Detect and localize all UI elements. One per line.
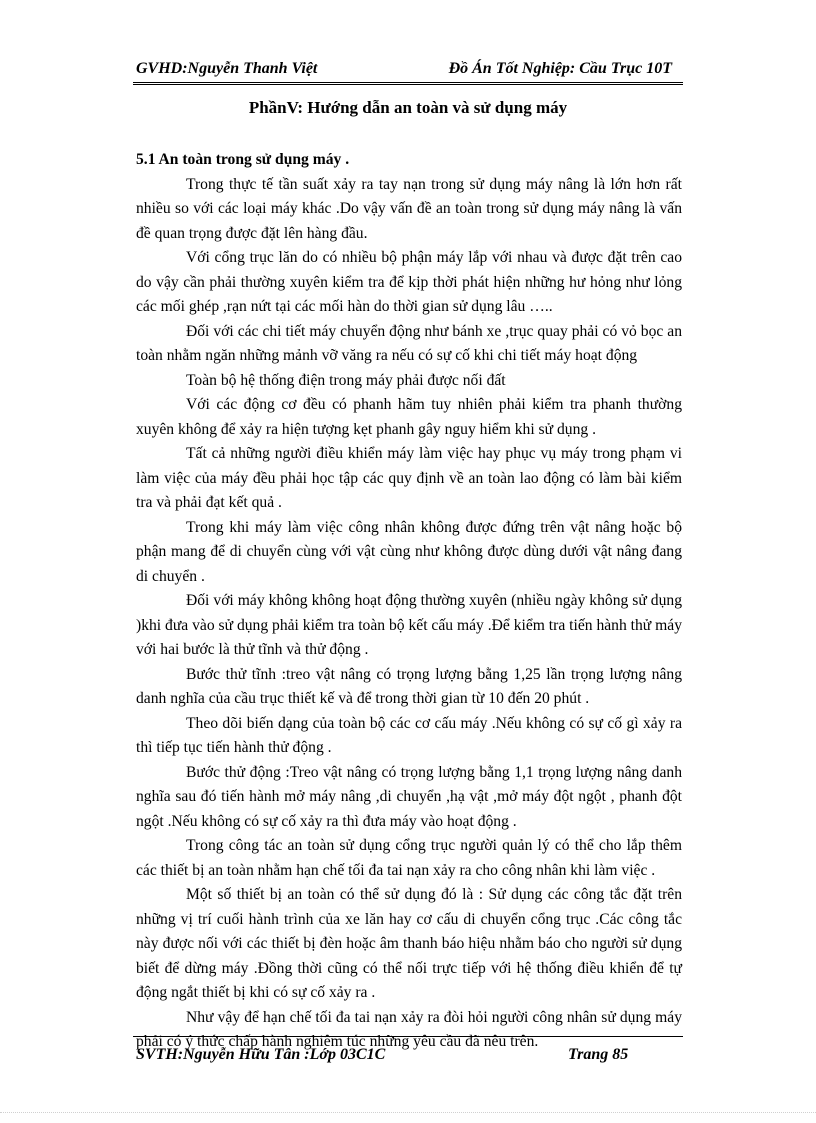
paragraph: Trong khi máy làm việc công nhân không được đứng trên vật nâng hoặc bộ phận mang để di chuyển cùng với vật cùng như không được dùng dưới vật nâng đang di chuyển .: [136, 518, 682, 585]
footer-rule: [133, 1036, 683, 1037]
paragraph: Toàn bộ hệ thống điện trong máy phải được nối đất: [186, 371, 506, 389]
header-thesis-title: Đồ Án Tốt Nghiệp: Cầu Trục 10T: [448, 60, 672, 77]
paragraph: Đối với các chi tiết máy chuyển động như bánh xe ,trục quay phải có vỏ bọc an toàn nhằm ngăn những mảnh vỡ văng ra nếu có sự cố khi chi tiết máy hoạt động: [136, 322, 682, 364]
page-title: PhầnV: Hướng dẫn an toàn và sử dụng máy: [248, 98, 568, 117]
header-advisor: GVHD:Nguyễn Thanh Việt: [136, 60, 318, 77]
paragraph: Đối với máy không không hoạt động thường xuyên (nhiều ngày không sử dụng )khi đưa vào sử dụng phải kiểm tra toàn bộ kết cấu máy .Để kiểm tra tiến hành thử máy với hai bước là thử tĩnh và thử động .: [136, 592, 682, 658]
section-heading: 5.1 An toàn trong sử dụng máy .: [136, 151, 350, 168]
document-body: [136, 148, 682, 1055]
paragraph: Theo dõi biến dạng của toàn bộ các cơ cấu máy .Nếu không có sự cố gì xảy ra thì tiếp tục tiến hành thử động .: [136, 714, 682, 756]
page-footer: [136, 1046, 680, 1068]
page-edge-divider: [0, 1112, 816, 1113]
paragraph: Như vậy để hạn chế tối đa tai nạn xảy ra đòi hỏi người công nhân sử dụng máy phải có ý thức chấp hành nghiêm túc những yêu cầu đã nêu trên.: [136, 1008, 682, 1050]
page-number: Trang 85: [568, 1046, 629, 1063]
paragraph: Bước thử tĩnh :treo vật nâng có trọng lượng bằng 1,25 lần trọng lượng nâng danh nghĩa của cầu trục thiết kế và để trong thời gian từ 10 đến 20 phút .: [136, 665, 682, 707]
paragraph: Trong thực tế tần suất xảy ra tay nạn trong sử dụng máy nâng là lớn hơn rất nhiều so với các loại máy khác .Do vậy vấn đề an toàn trong sử dụng máy nâng là vấn đề quan trọng được đặt lên hàng đầu.: [136, 175, 682, 242]
paragraph: Bước thử động :Treo vật nâng có trọng lượng bằng 1,1 trọng lượng nâng danh nghĩa sau đó tiến hành mở máy nâng ,di chuyển ,hạ vật ,mở máy đột ngột , phanh đột ngột .Nếu không có sự cố xảy ra thì đưa máy vào hoạt động .: [136, 763, 682, 830]
paragraph: Một số thiết bị an toàn có thể sử dụng đó là : Sử dụng các công tắc đặt trên những vị trí cuối hành trình của xe lăn hay cơ cấu di chuyển cổng trục .Các công tắc này được nối với các thiết bị đèn hoặc âm thanh báo hiệu nhằm báo cho người sử dụng biết để dừng máy .Đồng thời cũng có thể nối trực tiếp với hệ thống điều khiển để tự động ngắt thiết bị khi có sự cố xảy ra .: [136, 886, 682, 1001]
paragraph: Trong công tác an toàn sử dụng cổng trục người quản lý có thể cho lắp thêm các thiết bị an toàn nhằm hạn chế tối đa tai nạn xảy ra cho công nhân khi làm việc .: [136, 837, 682, 879]
paragraph: Tất cả những người điều khiển máy làm việc hay phục vụ máy trong phạm vi làm việc của máy đều phải học tập các quy định về an toàn lao động có làm bài kiểm tra và phải đạt kết quả .: [136, 445, 682, 511]
paragraph: Với cổng trục lăn do có nhiều bộ phận máy lắp với nhau và được đặt trên cao do vậy cần phải thường xuyên kiểm tra để kịp thời phát hiện những hư hỏng như lỏng các mối ghép ,rạn nứt tại các mối hàn do thời gian sử dụng lâu …..: [136, 249, 682, 315]
page-header: [136, 60, 680, 82]
header-rule: [133, 82, 683, 85]
paragraph: Với các động cơ đều có phanh hãm tuy nhiên phải kiểm tra phanh thường xuyên không để xảy ra hiện tượng kẹt phanh gây nguy hiểm khi sử dụng .: [136, 396, 682, 438]
footer-student: SVTH:Nguyễn Hữu Tân :Lớp 03C1C: [136, 1046, 386, 1063]
